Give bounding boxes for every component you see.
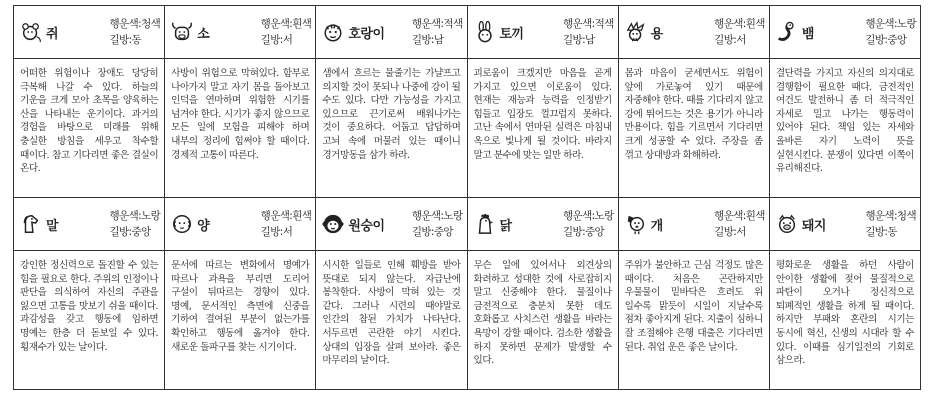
sign-name: 소 bbox=[197, 26, 210, 42]
sign-name: 용 bbox=[650, 26, 663, 42]
sign-name: 뱀 bbox=[801, 26, 814, 42]
lucky-direction: 중앙 bbox=[887, 34, 907, 46]
sign-meta bbox=[563, 16, 614, 48]
fortune-text: 강인한 정신력으로 돌진할 수 있는 힘을 필요로 한다. 주위의 인정이나 판단을 의식하여 자신의 주관을 잃으면 고통을 맛보기 쉬울 때이다. 과감성을 갖고 행동에 임하면 명예는 한층 더 돋보일 수 있다. 횡재수가 있는 날이다. bbox=[20, 260, 159, 353]
direction-label: 길방: bbox=[562, 34, 586, 46]
fortune-text: 사방이 위험으로 막혀있다. 함부로 나아가지 말고 자기 몸을 돌아보고 인덕을 연마하며 위험한 시기를 넘겨야 한다. 시기가 좋지 않으므로 모든 일에 모험을 피해야 하며 내부의 정리에 힘써야 할 때이다. 경제적 고통이 따른다. bbox=[171, 68, 310, 161]
snake-icon bbox=[776, 21, 798, 43]
rabbit-icon bbox=[474, 21, 496, 43]
lucky-direction: 서 bbox=[282, 34, 293, 46]
fortune-text: 평화로운 생활을 하던 사람이 안이한 생활에 젖어 물질적으로 파탄이 오거나 정신적으로 퇴폐적인 생활을 하게 될 때이다. 하지만 부패와 혼란의 시기는 동시에 혁신, 신생의 시대라 할 수 있다. 이때를 심기일전의 기회로 삼으라. bbox=[775, 260, 914, 367]
lucky-color: 적색 bbox=[443, 18, 463, 30]
sign-meta bbox=[865, 208, 916, 240]
fortune-text: 몸과 마음이 굳세면서도 위험이 앞에 가로놓여 있기 때문에 자중해야 한다. 때를 기다리지 않고 강에 뛰어드는 것은 용기가 아니라 만용이다. 힘을 기르면서 기다리면 크게 성공할 수 있다. 주장을 좀 꺾고 상대방과 화해하라. bbox=[624, 68, 763, 161]
lucky-color: 적색 bbox=[594, 18, 614, 30]
sign-meta bbox=[714, 16, 765, 48]
sign-meta bbox=[261, 16, 312, 48]
lucky-color: 청색 bbox=[896, 210, 916, 222]
fortune-text: 주위가 불안하고 근심 걱정도 많은 때이다. 처음은 곤란하지만 우물물이 밑바닥은 흐려도 위 일수록 맑듯이 시일이 지날수록 점차 좋아지게 된다. 지출이 심하니 잘 조절해야 은행 대출은 기다리면 된다. 취업 운은 좋은 날이다. bbox=[624, 260, 763, 353]
sign-card-dog bbox=[619, 198, 770, 390]
direction-label: 길방: bbox=[865, 34, 888, 46]
direction-label: 길방: bbox=[260, 226, 283, 238]
lucky-color: 흰색 bbox=[745, 210, 765, 222]
sign-name: 원숭이 bbox=[348, 218, 385, 234]
sheep-icon bbox=[171, 213, 193, 235]
fortune-text: 시시한 일들로 인해 훼방을 받아 뜻대로 되지 않는다. 자급난에 봉착한다. 사방이 막혀 있는 것 같다. 그러나 시련의 때야말로 인간의 참된 가치가 나타난다. 서두르면 곤란한 야기 시킨다. 상대의 입장을 살펴 보아라. 좋은 마무리의 날이다. bbox=[322, 260, 461, 367]
direction-label: 길방: bbox=[714, 226, 737, 238]
sign-meta bbox=[412, 16, 463, 48]
color-label: 행운색: bbox=[411, 210, 444, 222]
direction-label: 길방: bbox=[411, 34, 434, 46]
card-header bbox=[468, 6, 618, 59]
direction-label: 길방: bbox=[714, 34, 737, 46]
lucky-direction: 서 bbox=[736, 34, 746, 46]
lucky-direction: 중앙 bbox=[433, 226, 453, 238]
dog-icon bbox=[625, 213, 647, 235]
fortune-text: 샘에서 흐르는 물줄기는 가냘프고 의지할 것이 못되나 나중에 강이 될 수도 있다. 다만 가능성을 가지고 있으므로 끈기로써 배워나가는 것이 중요하다. 어둡고 답답하며 고뇌 속에 머물러 있는 때이니 경거망동을 삼가 하라. bbox=[322, 68, 461, 161]
fortune-text: 문서에 따르는 변화에서 명예가 따르나 과욕을 부리면 도리어 구설이 뒤따르는 경향이 있다. 명예, 문서적인 측면에 신중을 기하여 결여된 부분이 없는가를 확인하고 행동에 옮겨야 한다. 새로운 돌파구를 찾는 시기이다. bbox=[171, 260, 310, 353]
color-label: 행운색: bbox=[714, 210, 746, 222]
sign-card-pig bbox=[770, 198, 921, 390]
lucky-color: 노랑 bbox=[896, 18, 916, 30]
sign-card-rooster bbox=[468, 198, 619, 390]
sign-card-sheep bbox=[165, 198, 316, 390]
sign-card-dragon bbox=[619, 6, 770, 198]
sign-card-rat bbox=[14, 6, 165, 198]
color-label: 행운색: bbox=[411, 18, 444, 30]
card-header bbox=[619, 198, 769, 251]
sign-meta bbox=[412, 208, 463, 240]
color-label: 행운색: bbox=[865, 210, 897, 222]
direction-label: 길방: bbox=[865, 226, 888, 238]
sign-name: 쥐 bbox=[46, 26, 59, 42]
card-header bbox=[316, 198, 466, 251]
lucky-color: 노랑 bbox=[594, 210, 614, 222]
lucky-direction: 남 bbox=[585, 34, 595, 46]
sign-name: 돼지 bbox=[801, 218, 826, 234]
lucky-direction: 남 bbox=[433, 34, 444, 46]
fortune-text: 무슨 일에 있어서나 외견상의 화려하고 성대한 것에 사로잡히지 말고 신중해야 한다. 물질이나 금전적으로 충분치 못한 데도 호화롭고 사치스런 생활을 바라는 욕망이 강할 때이다. 검소한 생활을 하지 못하면 문제가 발생할 수 있다. bbox=[473, 260, 612, 367]
lucky-color: 흰색 bbox=[292, 210, 312, 222]
zodiac-fortune-grid bbox=[13, 5, 921, 390]
lucky-color: 흰색 bbox=[292, 18, 312, 30]
sign-meta bbox=[865, 16, 916, 48]
sign-name: 호랑이 bbox=[348, 26, 385, 42]
sign-name: 닭 bbox=[499, 218, 512, 234]
lucky-direction: 중앙 bbox=[585, 226, 605, 238]
sign-meta bbox=[109, 16, 160, 48]
sign-card-monkey bbox=[316, 198, 467, 390]
sign-name: 말 bbox=[46, 218, 59, 234]
sign-meta bbox=[109, 208, 160, 240]
lucky-direction: 서 bbox=[736, 226, 746, 238]
color-label: 행운색: bbox=[260, 18, 293, 30]
ox-icon bbox=[171, 21, 193, 43]
color-label: 행운색: bbox=[865, 18, 897, 30]
monkey-icon bbox=[322, 213, 344, 235]
lucky-color: 흰색 bbox=[745, 18, 765, 30]
color-label: 행운색: bbox=[562, 18, 595, 30]
dragon-icon bbox=[625, 21, 647, 43]
sign-name: 개 bbox=[650, 218, 663, 234]
card-header bbox=[165, 6, 315, 59]
sign-name: 토끼 bbox=[499, 26, 524, 42]
sign-card-horse bbox=[14, 198, 165, 390]
lucky-direction: 서 bbox=[282, 226, 293, 238]
lucky-color: 노랑 bbox=[141, 210, 161, 222]
color-label: 행운색: bbox=[714, 18, 746, 30]
color-label: 행운색: bbox=[109, 18, 142, 30]
color-label: 행운색: bbox=[109, 210, 142, 222]
card-header bbox=[316, 6, 466, 59]
sign-meta bbox=[261, 208, 312, 240]
fortune-text: 어떠한 위험이나 장애도 당당히 극복해 나갈 수 있다. 하늘의 기운을 크게 모아 초목을 양육하는 산을 나타내는 운기이다. 과거의 경험을 바탕으로 미래를 위해 충실한 방침을 세우고 착수할 때이다. 참고 기다리면 좋은 결실이 온다. bbox=[20, 68, 159, 175]
sign-meta bbox=[714, 208, 765, 240]
sign-meta bbox=[563, 208, 614, 240]
direction-label: 길방: bbox=[562, 226, 586, 238]
color-label: 행운색: bbox=[260, 210, 293, 222]
rat-icon bbox=[20, 21, 42, 43]
card-header bbox=[165, 198, 315, 251]
tiger-icon bbox=[322, 21, 344, 43]
direction-label: 길방: bbox=[109, 34, 132, 46]
sign-card-ox bbox=[165, 6, 316, 198]
fortune-text: 결단력을 가지고 자신의 의지대로 결행함이 필요한 때다. 금전적인 여건도 발전하니 좀 더 적극적인 자세로 밀고 나가는 행동력이 있어야 된다. 책임 있는 자세와 올바른 자기 노력이 뜻을 실현시킨다. 분쟁이 있다면 이쪽이 유리해진다. bbox=[775, 68, 914, 175]
pig-icon bbox=[776, 213, 798, 235]
sign-card-snake bbox=[770, 6, 921, 198]
direction-label: 길방: bbox=[260, 34, 283, 46]
sign-card-rabbit bbox=[468, 6, 619, 198]
card-header bbox=[770, 198, 920, 251]
sign-name: 양 bbox=[197, 218, 210, 234]
rooster-icon bbox=[474, 213, 496, 235]
lucky-direction: 동 bbox=[131, 34, 142, 46]
lucky-color: 노랑 bbox=[443, 210, 463, 222]
sign-card-tiger bbox=[316, 6, 467, 198]
lucky-direction: 중앙 bbox=[131, 226, 151, 238]
card-header bbox=[14, 6, 164, 59]
lucky-direction: 동 bbox=[887, 226, 897, 238]
direction-label: 길방: bbox=[411, 226, 434, 238]
horse-icon bbox=[20, 213, 42, 235]
card-header bbox=[14, 198, 164, 251]
direction-label: 길방: bbox=[109, 226, 132, 238]
card-header bbox=[619, 6, 769, 59]
card-header bbox=[770, 6, 920, 59]
lucky-color: 청색 bbox=[141, 18, 161, 30]
color-label: 행운색: bbox=[562, 210, 595, 222]
card-header bbox=[468, 198, 618, 251]
fortune-text: 괴로움이 크겠지만 마음을 곧게 가지고 있으면 이로움이 있다. 현재는 재능과 능력을 인정받기 힘들고 입장도 껄끄럽지 못하다. 고난 속에서 연마된 실력은 마침내 옥으로 빛나게 될 것이다. 바라지 말고 분수에 맞는 일만 하라. bbox=[473, 68, 612, 161]
